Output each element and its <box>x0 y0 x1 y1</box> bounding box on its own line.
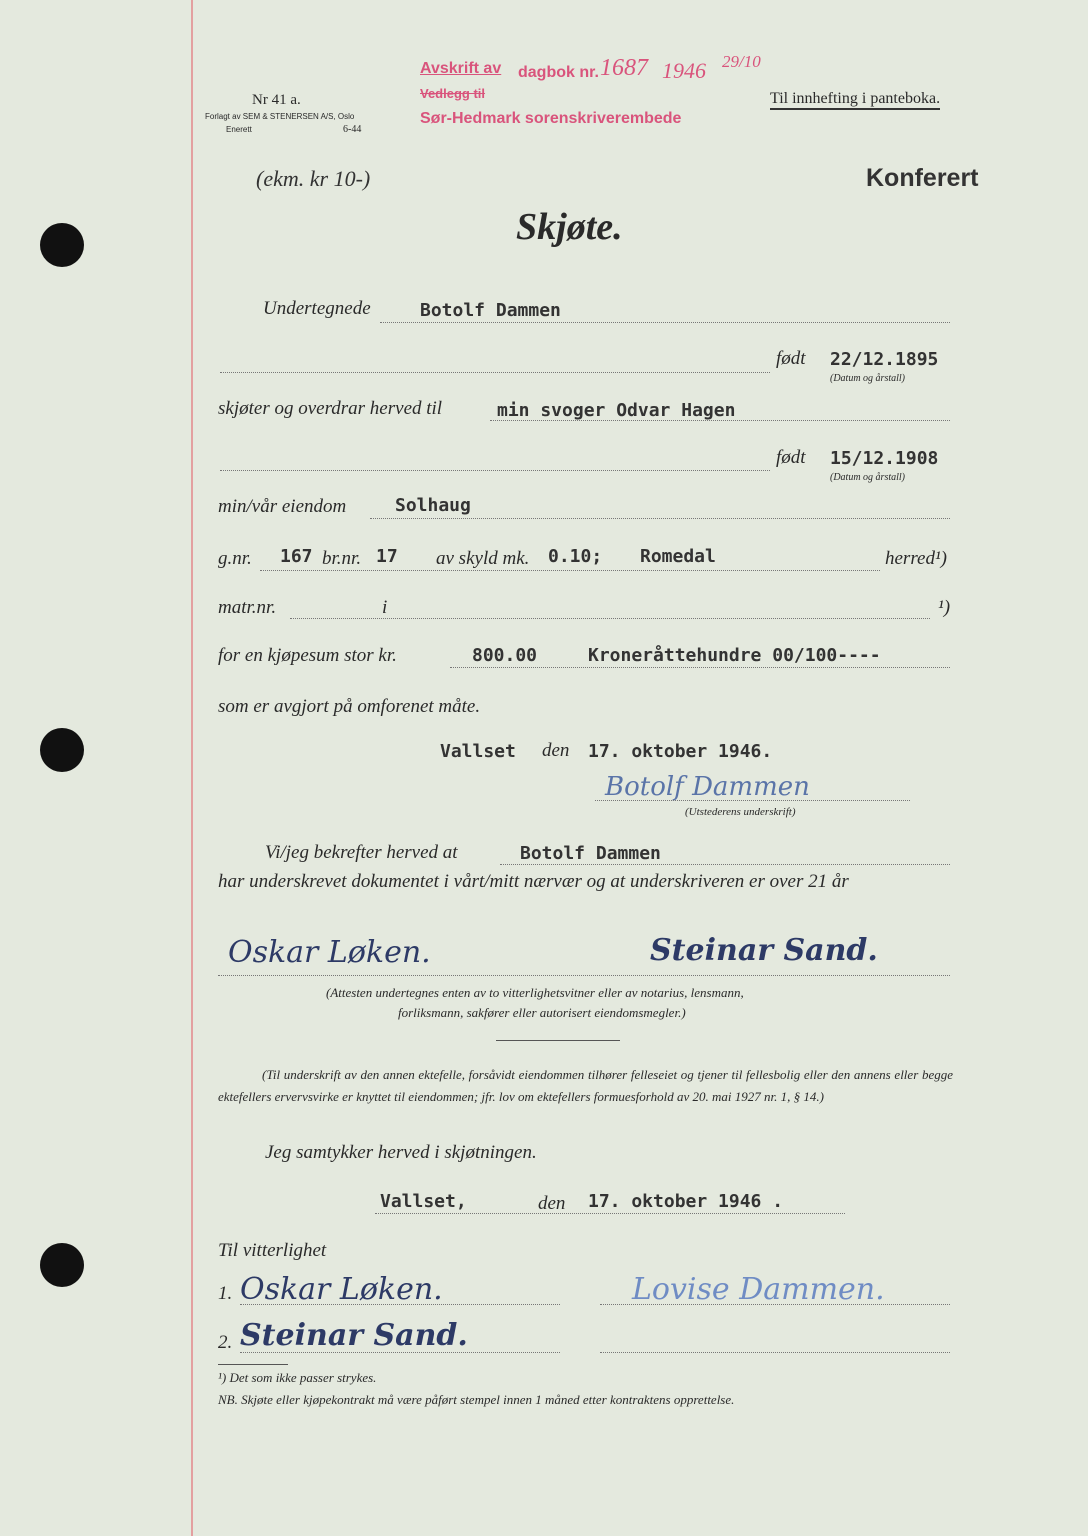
skyld-value: 0.10; <box>548 546 603 567</box>
edition: 6-44 <box>343 124 362 135</box>
footnote-divider <box>218 1364 288 1365</box>
binding-note: Til innhefting i panteboka. <box>770 90 940 110</box>
stamp-struck: Vedlegg til <box>420 86 486 101</box>
place: Vallset <box>440 741 516 762</box>
label-den: den <box>542 740 570 761</box>
punch-hole <box>40 728 84 772</box>
consent-witness-1: Oskar Løken. <box>240 1272 443 1307</box>
buyer-dob: 15/12.1908 <box>830 448 939 469</box>
hint-signature: (Utstederens underskrift) <box>685 806 796 818</box>
property-name: Solhaug <box>395 495 471 516</box>
gnr-value: 167 <box>280 546 313 567</box>
buyer-name: min svoger Odvar Hagen <box>497 400 736 421</box>
footnote-2: NB. Skjøte eller kjøpekontrakt må være påført stempel innen 1 måned etter kontraktens opprettelse. <box>218 1392 735 1407</box>
dagbok-year: 1946 <box>662 58 706 83</box>
hint-datum: (Datum og årstall) <box>830 472 905 483</box>
label-fodt: født <box>776 447 806 468</box>
stamp-office: Sør-Hedmark sorenskriverembede <box>420 110 682 127</box>
amount: 800.00 <box>472 645 538 666</box>
publisher: Forlagt av SEM & STENERSEN A/S, Oslo <box>205 112 355 121</box>
footnote-mark: ¹) <box>938 597 951 618</box>
label-bekrefter: Vi/jeg bekrefter herved at <box>265 842 458 863</box>
witness-signature-1: Oskar Løken. <box>228 935 431 970</box>
konferert-stamp: Konferert <box>866 164 979 192</box>
label-eiendom: min/vår eiendom <box>218 496 347 517</box>
punch-hole <box>40 1243 84 1287</box>
label-til-vitterlighet: Til vitterlighet <box>218 1240 327 1261</box>
dagbok-number: 1687 <box>600 55 648 81</box>
consent-place: Vallset, <box>380 1191 467 1212</box>
punch-hole <box>40 223 84 267</box>
label-skyld: av skyld mk. <box>436 548 530 569</box>
seller-signature: Botolf Dammen <box>605 772 810 802</box>
divider <box>496 1040 620 1041</box>
attest-note-2: forliksmann, sakfører eller autorisert eiendomsmegler.) <box>398 1005 686 1020</box>
witness-number-1: 1. <box>218 1283 233 1304</box>
enerett: Enerett <box>226 125 252 134</box>
label-kjopesum: for en kjøpesum stor kr. <box>218 645 397 666</box>
label-brnr: br.nr. <box>322 548 362 569</box>
date-note: 29/10 <box>722 52 761 71</box>
issue-date: 17. oktober 1946. <box>588 741 773 762</box>
attest-text: har underskrevet dokumentet i vårt/mitt nærvær og at underskriveren er over 21 år <box>218 871 849 892</box>
consent-date: 17. oktober 1946 . <box>588 1191 784 1212</box>
footnote-1: ¹) Det som ikke passer strykes. <box>218 1370 377 1385</box>
spouse-signature: Lovise Dammen. <box>632 1272 885 1307</box>
seller-name: Botolf Dammen <box>420 300 561 321</box>
consent-text: Jeg samtykker herved i skjøtningen. <box>265 1142 537 1163</box>
stamp-avskrift: Avskrift av <box>420 60 502 77</box>
margin-note: (ekm. kr 10-) <box>256 166 371 191</box>
label-fodt: født <box>776 348 806 369</box>
witness-number-2: 2. <box>218 1332 233 1353</box>
document-title: Skjøte. <box>516 206 623 248</box>
label-matr: matr.nr. <box>218 597 277 618</box>
margin-line <box>191 0 193 1536</box>
brnr-value: 17 <box>376 546 398 567</box>
spouse-note: (Til underskrift av den annen ektefelle, forsåvidt eiendommen tilhører felleseiet og tjener til fellesbolig eller den annens eller begge ektefellers ervervsvirke er knyttet til eiendommen; jfr. lov om ektefellers formuesforhold av 20. mai 1927 nr. 1, § 14.) <box>218 1067 953 1104</box>
stamp-dagbok: dagbok nr. <box>518 64 599 81</box>
amount-words: Kroneråttehundre 00/100---- <box>588 645 881 666</box>
label-undertegnede: Undertegnede <box>263 298 371 319</box>
witness-signature-2: Steinar Sand. <box>650 933 878 968</box>
label-gnr: g.nr. <box>218 548 252 569</box>
label-den: den <box>538 1193 566 1214</box>
label-skjoter: skjøter og overdrar herved til <box>218 398 443 419</box>
label-herred: herred¹) <box>885 548 947 569</box>
label-i: i <box>382 597 388 618</box>
attested-signer: Botolf Dammen <box>520 843 661 864</box>
herred-value: Romedal <box>640 546 716 567</box>
seller-dob: 22/12.1895 <box>830 349 939 370</box>
avgjort-text: som er avgjort på omforenet måte. <box>218 696 481 717</box>
consent-witness-2: Steinar Sand. <box>240 1318 468 1353</box>
form-number: Nr 41 a. <box>252 92 301 108</box>
attest-note-1: (Attesten undertegnes enten av to vitterlighetsvitner eller av notarius, lensmann, <box>326 985 744 1000</box>
hint-datum: (Datum og årstall) <box>830 373 905 384</box>
